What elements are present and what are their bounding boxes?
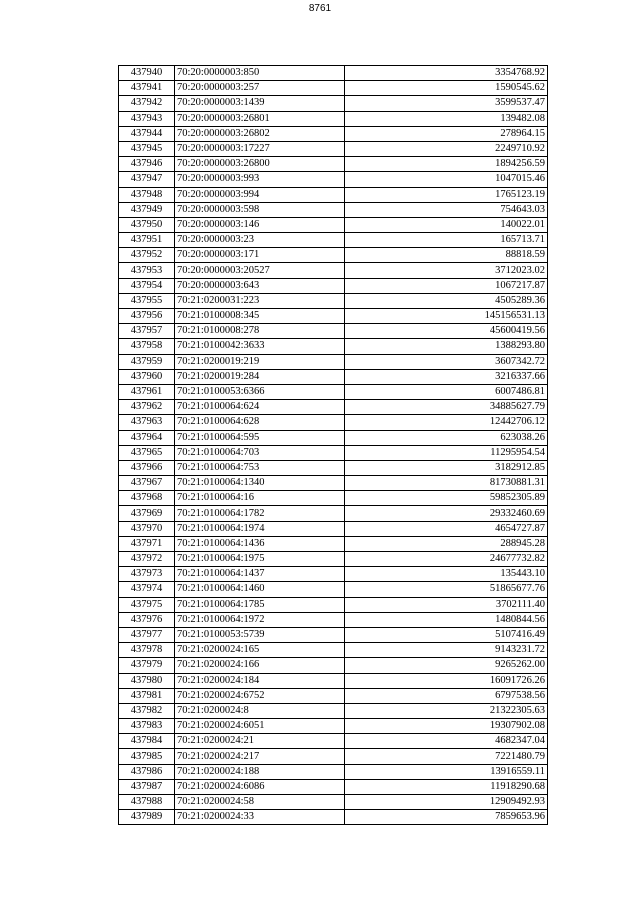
table-row: [119, 779, 548, 794]
cadastral-value-cell: 4654727.87: [345, 521, 548, 536]
cadastral-value-cell: 7221480.79: [345, 749, 548, 764]
table-row: [119, 719, 548, 734]
cadastral-number-cell: 70:21:0100064:1972: [175, 612, 345, 627]
table-row: [119, 217, 548, 232]
cadastral-value-cell: 9265262.00: [345, 658, 548, 673]
table-row: [119, 536, 548, 551]
cadastral-value-cell: 3607342.72: [345, 354, 548, 369]
cadastral-value-cell: 3216337.66: [345, 369, 548, 384]
table-row: [119, 111, 548, 126]
row-number-cell: 437965: [119, 445, 175, 460]
row-number-cell: 437942: [119, 96, 175, 111]
row-number-cell: 437957: [119, 324, 175, 339]
cadastral-value-cell: 59852305.89: [345, 491, 548, 506]
table-row: [119, 476, 548, 491]
table-row: [119, 248, 548, 263]
cadastral-value-cell: 21322305.63: [345, 703, 548, 718]
cadastral-number-cell: 70:21:0100042:3633: [175, 339, 345, 354]
table-row: [119, 810, 548, 825]
cadastral-value-cell: 278964.15: [345, 126, 548, 141]
table-row: [119, 627, 548, 642]
row-number-cell: 437943: [119, 111, 175, 126]
row-number-cell: 437988: [119, 795, 175, 810]
table-row: [119, 749, 548, 764]
cadastral-value-cell: 3182912.85: [345, 460, 548, 475]
cadastral-number-cell: 70:21:0100064:1436: [175, 536, 345, 551]
cadastral-value-cell: 81730881.31: [345, 476, 548, 491]
cadastral-value-cell: 140022.01: [345, 217, 548, 232]
cadastral-number-cell: 70:20:0000003:23: [175, 233, 345, 248]
table-row: [119, 339, 548, 354]
row-number-cell: 437954: [119, 278, 175, 293]
row-number-cell: 437989: [119, 810, 175, 825]
row-number-cell: 437958: [119, 339, 175, 354]
cadastral-number-cell: 70:20:0000003:1439: [175, 96, 345, 111]
cadastral-number-cell: 70:20:0000003:993: [175, 172, 345, 187]
cadastral-number-cell: 70:20:0000003:146: [175, 217, 345, 232]
row-number-cell: 437974: [119, 582, 175, 597]
row-number-cell: 437952: [119, 248, 175, 263]
cadastral-value-cell: 2249710.92: [345, 141, 548, 156]
cadastral-number-cell: 70:20:0000003:257: [175, 81, 345, 96]
table-row: [119, 202, 548, 217]
table-row: [119, 688, 548, 703]
table-row: [119, 324, 548, 339]
row-number-cell: 437970: [119, 521, 175, 536]
cadastral-value-cell: 623038.26: [345, 430, 548, 445]
row-number-cell: 437940: [119, 66, 175, 81]
table-row: [119, 764, 548, 779]
table-row: [119, 597, 548, 612]
cadastral-value-cell: 4505289.36: [345, 293, 548, 308]
table-row: [119, 460, 548, 475]
cadastral-value-cell: 165713.71: [345, 233, 548, 248]
row-number-cell: 437959: [119, 354, 175, 369]
cadastral-value-cell: 19307902.08: [345, 719, 548, 734]
row-number-cell: 437979: [119, 658, 175, 673]
cadastral-number-cell: 70:21:0200019:219: [175, 354, 345, 369]
table-row: [119, 643, 548, 658]
cadastral-value-table: [118, 65, 548, 825]
cadastral-value-cell: 754643.03: [345, 202, 548, 217]
row-number-cell: 437961: [119, 384, 175, 399]
cadastral-value-cell: 9143231.72: [345, 643, 548, 658]
cadastral-value-cell: 1590545.62: [345, 81, 548, 96]
cadastral-number-cell: 70:21:0100064:1460: [175, 582, 345, 597]
cadastral-number-cell: 70:21:0200024:33: [175, 810, 345, 825]
table-row: [119, 795, 548, 810]
cadastral-number-cell: 70:21:0100064:1782: [175, 506, 345, 521]
cadastral-value-cell: 11918290.68: [345, 779, 548, 794]
cadastral-value-cell: 139482.08: [345, 111, 548, 126]
table-row: [119, 703, 548, 718]
cadastral-value-cell: 88818.59: [345, 248, 548, 263]
cadastral-number-cell: 70:21:0200024:8: [175, 703, 345, 718]
table-row: [119, 445, 548, 460]
cadastral-number-cell: 70:21:0100064:1975: [175, 552, 345, 567]
cadastral-value-cell: 29332460.69: [345, 506, 548, 521]
row-number-cell: 437955: [119, 293, 175, 308]
table-row: [119, 187, 548, 202]
cadastral-number-cell: 70:21:0200019:284: [175, 369, 345, 384]
cadastral-number-cell: 70:21:0100064:595: [175, 430, 345, 445]
row-number-cell: 437978: [119, 643, 175, 658]
cadastral-number-cell: 70:21:0200031:223: [175, 293, 345, 308]
cadastral-value-cell: 145156531.13: [345, 309, 548, 324]
cadastral-number-cell: 70:21:0200024:188: [175, 764, 345, 779]
cadastral-number-cell: 70:21:0100064:628: [175, 415, 345, 430]
table-row: [119, 400, 548, 415]
page-number: 8761: [308, 3, 332, 14]
table-row: [119, 567, 548, 582]
cadastral-value-cell: 4682347.04: [345, 734, 548, 749]
row-number-cell: 437983: [119, 719, 175, 734]
row-number-cell: 437941: [119, 81, 175, 96]
cadastral-number-cell: 70:21:0100064:1437: [175, 567, 345, 582]
row-number-cell: 437985: [119, 749, 175, 764]
row-number-cell: 437950: [119, 217, 175, 232]
cadastral-number-cell: 70:21:0200024:6752: [175, 688, 345, 703]
table-row: [119, 81, 548, 96]
row-number-cell: 437975: [119, 597, 175, 612]
cadastral-number-cell: 70:20:0000003:20527: [175, 263, 345, 278]
table-row: [119, 126, 548, 141]
cadastral-value-cell: 12442706.12: [345, 415, 548, 430]
table-row: [119, 172, 548, 187]
row-number-cell: 437967: [119, 476, 175, 491]
cadastral-number-cell: 70:20:0000003:17227: [175, 141, 345, 156]
cadastral-value-cell: 1047015.46: [345, 172, 548, 187]
cadastral-number-cell: 70:21:0200024:165: [175, 643, 345, 658]
cadastral-value-cell: 1388293.80: [345, 339, 548, 354]
cadastral-number-cell: 70:21:0200024:217: [175, 749, 345, 764]
cadastral-number-cell: 70:21:0200024:58: [175, 795, 345, 810]
cadastral-number-cell: 70:21:0100064:703: [175, 445, 345, 460]
table-row: [119, 415, 548, 430]
cadastral-number-cell: 70:21:0100064:1974: [175, 521, 345, 536]
cadastral-number-cell: 70:20:0000003:994: [175, 187, 345, 202]
cadastral-value-cell: 16091726.26: [345, 673, 548, 688]
table-row: [119, 521, 548, 536]
cadastral-value-cell: 45600419.56: [345, 324, 548, 339]
cadastral-number-cell: 70:20:0000003:26802: [175, 126, 345, 141]
cadastral-number-cell: 70:21:0100008:345: [175, 309, 345, 324]
cadastral-value-cell: 3712023.02: [345, 263, 548, 278]
row-number-cell: 437980: [119, 673, 175, 688]
table-row: [119, 263, 548, 278]
table-row: [119, 506, 548, 521]
row-number-cell: 437947: [119, 172, 175, 187]
cadastral-value-cell: 34885627.79: [345, 400, 548, 415]
row-number-cell: 437982: [119, 703, 175, 718]
cadastral-number-cell: 70:21:0100053:5739: [175, 627, 345, 642]
table-body: [119, 66, 548, 825]
row-number-cell: 437956: [119, 309, 175, 324]
cadastral-value-cell: 1480844.56: [345, 612, 548, 627]
cadastral-number-cell: 70:21:0200024:6086: [175, 779, 345, 794]
cadastral-number-cell: 70:20:0000003:171: [175, 248, 345, 263]
cadastral-number-cell: 70:21:0100053:6366: [175, 384, 345, 399]
cadastral-number-cell: 70:20:0000003:26800: [175, 157, 345, 172]
row-number-cell: 437948: [119, 187, 175, 202]
cadastral-number-cell: 70:21:0200024:184: [175, 673, 345, 688]
table-row: [119, 491, 548, 506]
cadastral-value-cell: 11295954.54: [345, 445, 548, 460]
table-row: [119, 141, 548, 156]
table-row: [119, 309, 548, 324]
row-number-cell: 437949: [119, 202, 175, 217]
row-number-cell: 437987: [119, 779, 175, 794]
table-row: [119, 278, 548, 293]
table-row: [119, 96, 548, 111]
cadastral-number-cell: 70:21:0100064:16: [175, 491, 345, 506]
cadastral-value-cell: 3702111.40: [345, 597, 548, 612]
cadastral-number-cell: 70:21:0100064:753: [175, 460, 345, 475]
table-row: [119, 582, 548, 597]
row-number-cell: 437968: [119, 491, 175, 506]
table-row: [119, 354, 548, 369]
cadastral-number-cell: 70:21:0200024:6051: [175, 719, 345, 734]
cadastral-value-cell: 3354768.92: [345, 66, 548, 81]
cadastral-value-cell: 7859653.96: [345, 810, 548, 825]
row-number-cell: 437977: [119, 627, 175, 642]
cadastral-number-cell: 70:21:0100064:1340: [175, 476, 345, 491]
cadastral-value-cell: 12909492.93: [345, 795, 548, 810]
row-number-cell: 437951: [119, 233, 175, 248]
table-row: [119, 612, 548, 627]
row-number-cell: 437976: [119, 612, 175, 627]
table-row: [119, 552, 548, 567]
row-number-cell: 437981: [119, 688, 175, 703]
row-number-cell: 437946: [119, 157, 175, 172]
cadastral-number-cell: 70:21:0100064:1785: [175, 597, 345, 612]
table-row: [119, 658, 548, 673]
table-row: [119, 430, 548, 445]
cadastral-value-cell: 6797538.56: [345, 688, 548, 703]
cadastral-value-cell: 1894256.59: [345, 157, 548, 172]
cadastral-value-cell: 13916559.11: [345, 764, 548, 779]
cadastral-number-cell: 70:20:0000003:643: [175, 278, 345, 293]
row-number-cell: 437963: [119, 415, 175, 430]
cadastral-number-cell: 70:20:0000003:598: [175, 202, 345, 217]
row-number-cell: 437972: [119, 552, 175, 567]
cadastral-value-cell: 24677732.82: [345, 552, 548, 567]
row-number-cell: 437953: [119, 263, 175, 278]
row-number-cell: 437973: [119, 567, 175, 582]
table-row: [119, 233, 548, 248]
cadastral-value-cell: 288945.28: [345, 536, 548, 551]
row-number-cell: 437969: [119, 506, 175, 521]
cadastral-value-cell: 135443.10: [345, 567, 548, 582]
table-row: [119, 734, 548, 749]
row-number-cell: 437964: [119, 430, 175, 445]
row-number-cell: 437984: [119, 734, 175, 749]
row-number-cell: 437971: [119, 536, 175, 551]
cadastral-value-cell: 6007486.81: [345, 384, 548, 399]
table-row: [119, 673, 548, 688]
row-number-cell: 437962: [119, 400, 175, 415]
cadastral-number-cell: 70:21:0200024:166: [175, 658, 345, 673]
cadastral-number-cell: 70:20:0000003:850: [175, 66, 345, 81]
cadastral-number-cell: 70:20:0000003:26801: [175, 111, 345, 126]
table-row: [119, 293, 548, 308]
row-number-cell: 437944: [119, 126, 175, 141]
row-number-cell: 437966: [119, 460, 175, 475]
cadastral-value-cell: 1067217.87: [345, 278, 548, 293]
cadastral-value-cell: 3599537.47: [345, 96, 548, 111]
row-number-cell: 437960: [119, 369, 175, 384]
table-row: [119, 384, 548, 399]
cadastral-number-cell: 70:21:0100008:278: [175, 324, 345, 339]
table-row: [119, 66, 548, 81]
cadastral-number-cell: 70:21:0100064:624: [175, 400, 345, 415]
cadastral-value-cell: 5107416.49: [345, 627, 548, 642]
table-row: [119, 157, 548, 172]
row-number-cell: 437986: [119, 764, 175, 779]
table-row: [119, 369, 548, 384]
cadastral-number-cell: 70:21:0200024:21: [175, 734, 345, 749]
row-number-cell: 437945: [119, 141, 175, 156]
cadastral-value-cell: 1765123.19: [345, 187, 548, 202]
cadastral-value-cell: 51865677.76: [345, 582, 548, 597]
